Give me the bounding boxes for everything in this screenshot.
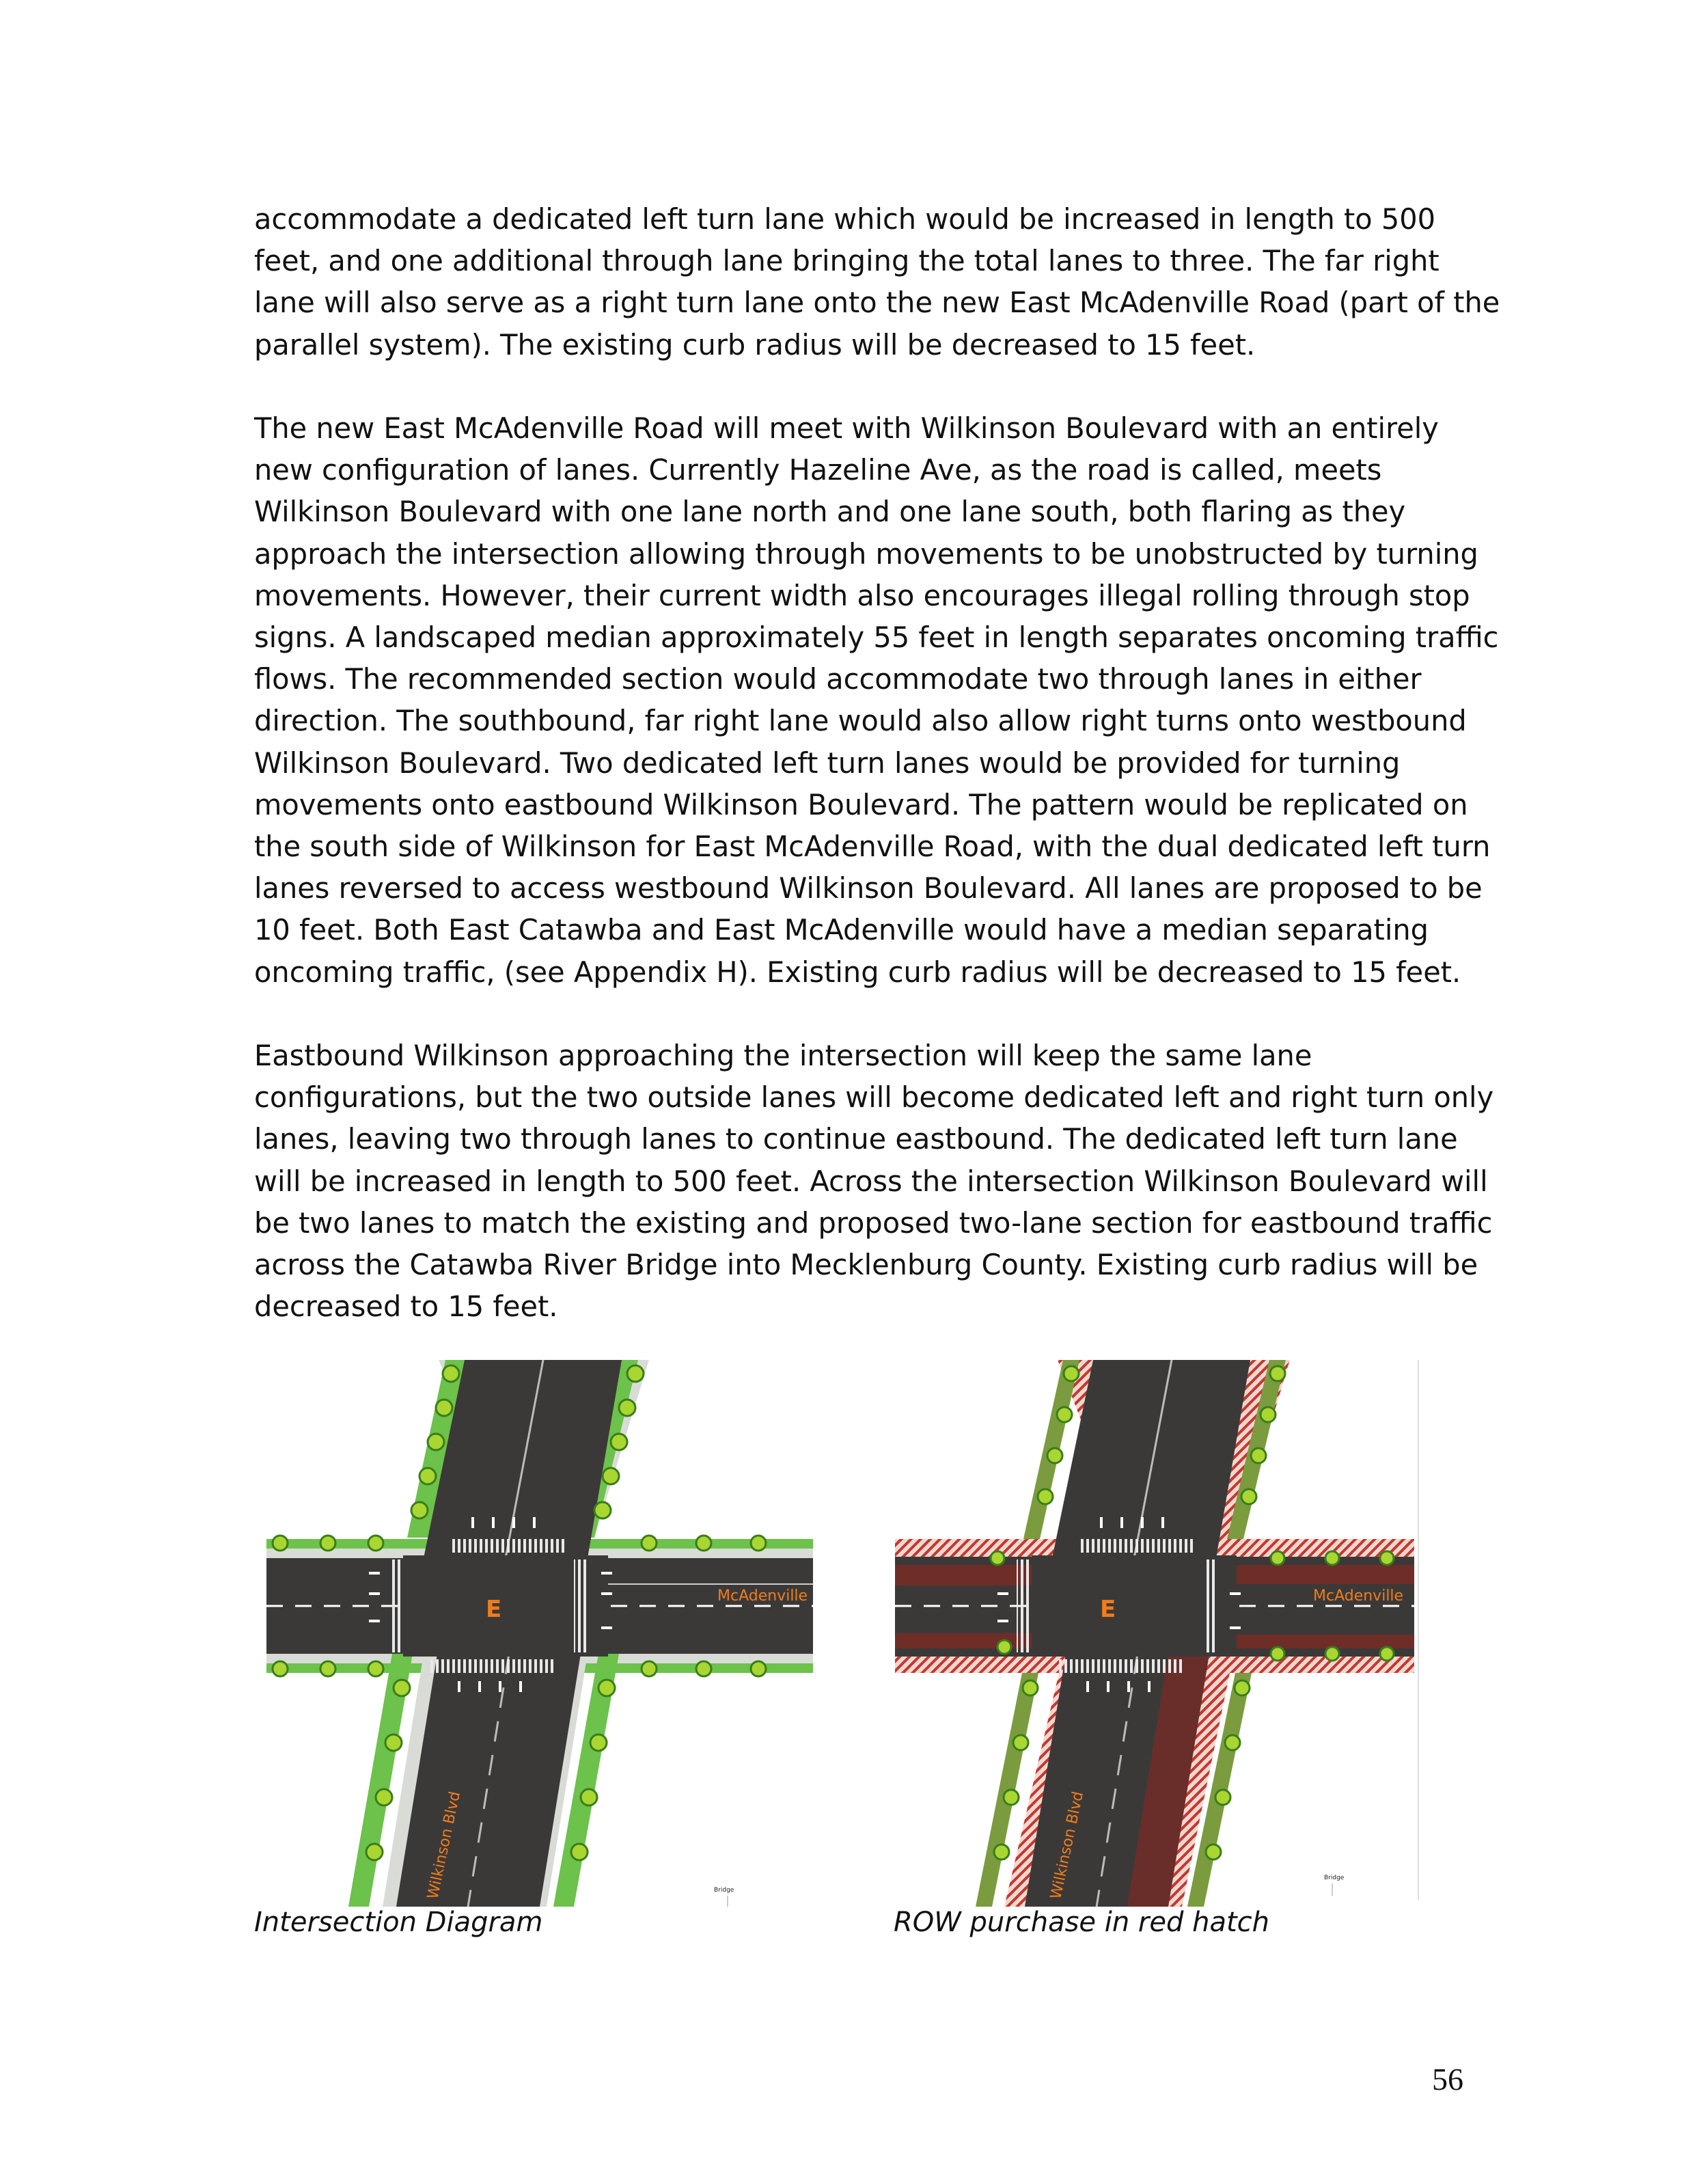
text-line: movements onto eastbound Wilkinson Boulevard. The pattern would be replicated on <box>254 787 1468 821</box>
text-line: The new East McAdenville Road will meet with Wilkinson Boulevard with an entirely <box>254 411 1439 445</box>
text-line: parallel system). The existing curb radius will be decreased to 15 feet. <box>254 327 1256 362</box>
paragraph-2 <box>254 407 1499 993</box>
figure-caption-row-purchase: ROW purchase in red hatch <box>894 1907 1269 1938</box>
text-line: approach the intersection allowing through movements to be unobstructed by turning <box>254 536 1478 571</box>
intersection-diagram-figure <box>266 1360 813 1907</box>
text-line: lane will also serve as a right turn lane onto the new East McAdenville Road (part of the <box>254 286 1500 320</box>
intersection-diagram-image <box>266 1360 813 1907</box>
text-line: lanes, leaving two through lanes to continue eastbound. The dedicated left turn lane <box>254 1122 1458 1156</box>
text-line: be two lanes to match the existing and proposed two-lane section for eastbound traffic <box>254 1205 1493 1240</box>
text-line: flows. The recommended section would accommodate two through lanes in either <box>254 662 1422 696</box>
page-number: 56 <box>1432 2062 1463 2097</box>
bridge-label: Bridge <box>714 1887 734 1894</box>
row-purchase-figure <box>895 1360 1428 1907</box>
text-line: 10 feet. Both East Catawba and East McAdenville would have a median separating <box>254 913 1429 947</box>
text-line: movements. However, their current width also encourages illegal rolling through stop <box>254 578 1470 612</box>
text-line: will be increased in length to 500 feet. Across the intersection Wilkinson Boulevard will <box>254 1164 1488 1198</box>
text-line: signs. A landscaped median approximately 55 feet in length separates oncoming traffic <box>254 621 1499 655</box>
text-line: Wilkinson Boulevard with one lane north and one lane south, both flaring as they <box>254 495 1406 529</box>
center-label: E <box>1100 1596 1116 1623</box>
text-line: Wilkinson Boulevard. Two dedicated left turn lanes would be provided for turning <box>254 746 1401 780</box>
road-label-diagonal: Wilkinson Blvd <box>424 1790 465 1901</box>
text-line: the south side of Wilkinson for East McAdenville Road, with the dual dedicated left turn <box>254 830 1491 864</box>
figure-caption-intersection: Intersection Diagram <box>254 1907 543 1938</box>
text-line: decreased to 15 feet. <box>254 1290 558 1324</box>
text-line: oncoming traffic, (see Appendix H). Existing curb radius will be decreased to 15 feet. <box>254 955 1461 989</box>
text-line: new configuration of lanes. Currently Hazeline Ave, as the road is called, meets <box>254 453 1382 487</box>
center-label: E <box>486 1596 502 1623</box>
paragraph-3 <box>254 1035 1494 1327</box>
bridge-label: Bridge <box>1324 1875 1345 1881</box>
text-line: lanes reversed to access westbound Wilkinson Boulevard. All lanes are proposed to be <box>254 871 1483 905</box>
text-line: feet, and one additional through lane bringing the total lanes to three. The far right <box>254 244 1440 278</box>
text-line: accommodate a dedicated left turn lane which would be increased in length to 500 <box>254 202 1436 236</box>
text-line: across the Catawba River Bridge into Mecklenburg County. Existing curb radius will be <box>254 1248 1478 1282</box>
row-purchase-image <box>895 1360 1428 1907</box>
text-line: configurations, but the two outside lanes will become dedicated left and right turn only <box>254 1080 1494 1115</box>
road-label-right: McAdenville <box>1313 1588 1404 1605</box>
paragraph-1 <box>254 198 1500 366</box>
text-line: direction. The southbound, far right lane would also allow right turns onto westbound <box>254 704 1467 738</box>
road-label-right: McAdenville <box>717 1588 808 1605</box>
text-line: Eastbound Wilkinson approaching the intersection will keep the same lane <box>254 1039 1312 1072</box>
road-label-diagonal: Wilkinson Blvd <box>1047 1790 1088 1901</box>
